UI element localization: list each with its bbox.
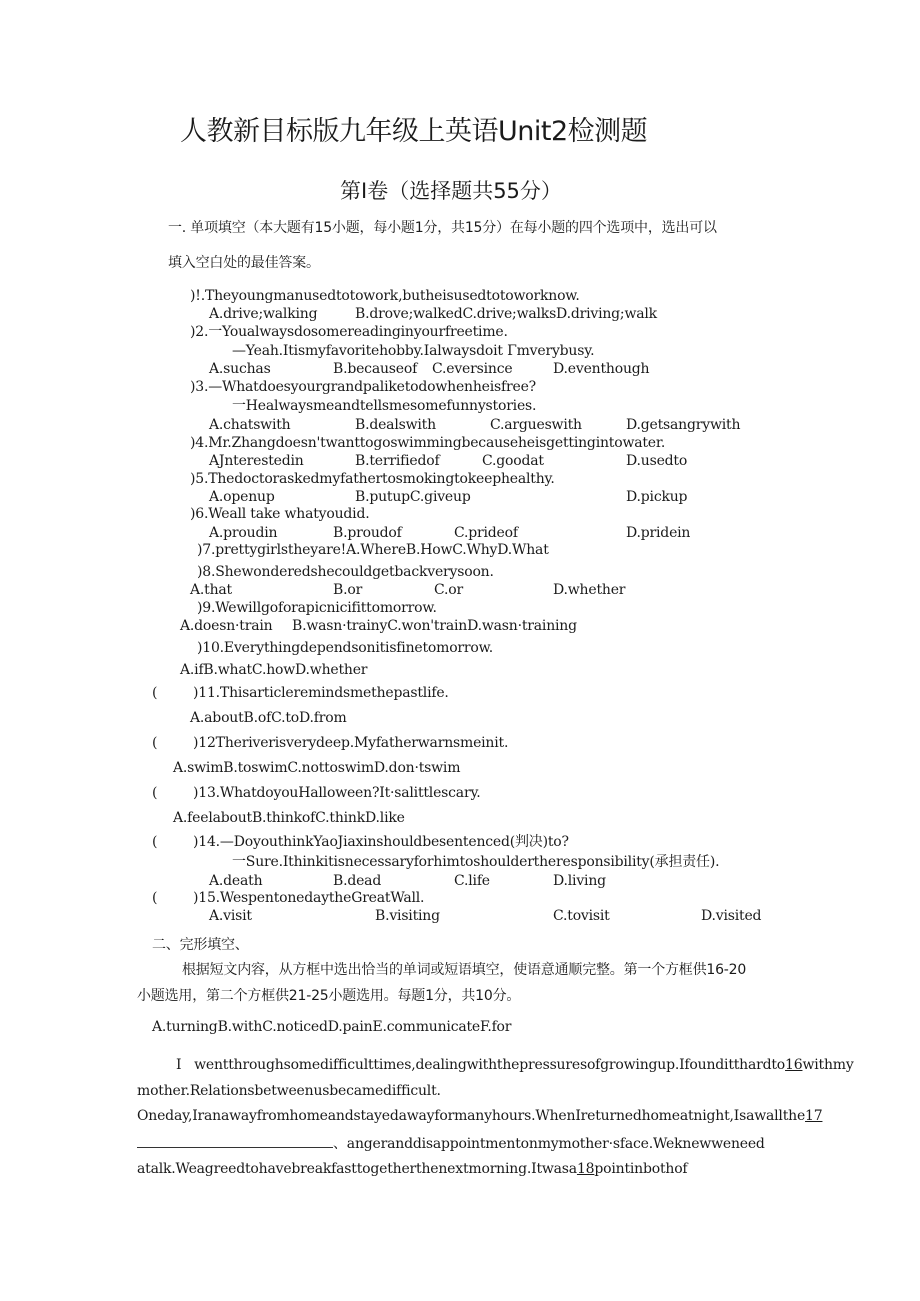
q14-reply: 一Sure.Ithinkitisnecessaryforhimtoshouldertheresponsibility(承担责任). xyxy=(232,854,720,870)
passage-text: pointinbothof xyxy=(594,1161,688,1177)
part2-instruction-cont: 小题选用，第二个方框供21-25小题选用。每题1分，共10分。 xyxy=(137,988,521,1004)
q4-option-a: AJnterestedin xyxy=(209,453,304,469)
q10-options: A.ifB.whatC.howD.whether xyxy=(180,662,368,678)
question-13: )13.WhatdoyouHalloween?It·salittlescary. xyxy=(193,785,481,801)
blank-line xyxy=(137,1135,333,1148)
q8-option-a: A.that xyxy=(190,582,232,598)
q6-option-c: C.prideof xyxy=(454,525,518,541)
answer-paren: ( xyxy=(152,785,158,801)
section-title: 第I卷（选择题共55分） xyxy=(340,179,562,203)
q6-option-d: D.pridein xyxy=(626,525,691,541)
question-11: )11.Thisarticleremindsmethepastlife. xyxy=(193,685,449,701)
answer-paren: ( xyxy=(152,685,158,701)
part2-instruction: 根据短文内容，从方框中选出恰当的单词或短语填空，使语意通顺完整。第一个方框供16-20 xyxy=(182,962,747,978)
passage-line-4 xyxy=(137,1135,765,1152)
question-3: )3.—Whatdoesyourgrandpaliketodowhenheisfree? xyxy=(190,379,536,395)
answer-paren: ( xyxy=(152,890,158,906)
q11-options: A.aboutB.ofC.toD.from xyxy=(190,710,347,726)
q9-option-a: A.doesn·train xyxy=(180,618,273,634)
q3-option-d: D.getsangrywith xyxy=(626,417,741,433)
question-10: )10.Everythingdependsonitisfinetomorrow. xyxy=(197,640,494,656)
question-15: )15.WespentonedaytheGreatWall. xyxy=(193,890,425,906)
q2-option-b: B.becauseof xyxy=(333,361,418,377)
q15-option-a: A.visit xyxy=(209,908,252,924)
part1-instruction: 一. 单项填空（本大题有15小题，每小题1分，共15分）在每小题的四个选项中，选出可以 xyxy=(168,220,717,236)
blank-17: 17 xyxy=(805,1108,823,1124)
passage-line-1 xyxy=(176,1057,854,1073)
question-1: )!.Theyoungmanusedtotowork,butheisusedtotoworknow. xyxy=(190,288,580,304)
passage-text: atalk.Weagreedtohavebreakfasttogetherthenextmorning.Itwasa xyxy=(137,1161,577,1177)
q3-option-c: C.argueswith xyxy=(490,417,582,433)
passage-text: withmy xyxy=(802,1057,854,1073)
q14-option-c: C.life xyxy=(454,873,490,889)
q6-option-a: A.proudin xyxy=(209,525,278,541)
question-14: )14.—DoyouthinkYaoJiaxinshouldbesentenced(判决)to? xyxy=(193,834,569,850)
passage-text: Oneday,Iranawayfromhomeandstayedawayformanyhours.WhenIreturnedhomeatnight,Isawallthe xyxy=(137,1108,806,1124)
q2-option-c: C.eversince xyxy=(432,361,513,377)
passage-line-3 xyxy=(137,1108,822,1124)
q5-option-a: A.openup xyxy=(209,489,275,505)
passage-pronoun: I xyxy=(176,1057,182,1073)
q8-option-b: B.or xyxy=(333,582,363,598)
q15-option-b: B.visiting xyxy=(375,908,440,924)
q9-options-bcd: B.wasn·trainyC.won'trainD.wasn·training xyxy=(292,618,577,634)
answer-paren: ( xyxy=(152,834,158,850)
q3-option-a: A.chatswith xyxy=(209,417,291,433)
q2-option-a: A.suchas xyxy=(209,361,271,377)
q14-option-d: D.living xyxy=(553,873,606,889)
q14-option-a: A.death xyxy=(209,873,263,889)
question-8: )8.Shewonderedshecouldgetbackverysoon. xyxy=(197,564,494,580)
word-box: A.turningB.withC.noticedD.painE.communicateF.for xyxy=(152,1019,512,1035)
question-2: )2.一Youalwaysdosomereadinginyourfreetime. xyxy=(190,324,508,340)
q4-option-d: D.usedto xyxy=(626,453,688,469)
question-4: )4.Mr.Zhangdoesn'twanttogoswimmingbecauseheisgettingintowater. xyxy=(190,435,666,451)
q15-option-d: D.visited xyxy=(701,908,762,924)
q1-option-a: A.drive;walking xyxy=(209,306,318,322)
q5-options-bc: B.putupC.giveup xyxy=(355,489,471,505)
passage-text: 、angeranddisappointmentonmymother·sface.Weknewweneed xyxy=(333,1136,765,1152)
q15-option-c: C.tovisit xyxy=(553,908,610,924)
question-12: )12Theriverisverydeep.Myfatherwarnsmeinit. xyxy=(193,735,509,751)
q3-option-b: B.dealswith xyxy=(355,417,436,433)
passage-text: wentthroughsomedifficulttimes,dealingwiththepressuresofgrowingup.Ifounditthardto xyxy=(194,1057,786,1073)
q3-reply: 一Healwaysmeandtellsmesomefunnystories. xyxy=(232,398,537,414)
page-title: 人教新目标版九年级上英语Unit2检测题 xyxy=(180,116,648,147)
q6-option-b: B.proudof xyxy=(333,525,402,541)
q5-option-d: D.pickup xyxy=(626,489,688,505)
answer-paren: ( xyxy=(152,735,158,751)
q13-options: A.feelaboutB.thinkofC.thinkD.like xyxy=(173,810,405,826)
question-5: )5.Thedoctoraskedmyfathertosmokingtokeephealthy. xyxy=(190,471,555,487)
q14-option-b: B.dead xyxy=(333,873,382,889)
blank-18: 18 xyxy=(576,1161,595,1177)
q2-reply: —Yeah.Itismyfavoritehobby.Ialwaysdoit Γmverybusy. xyxy=(232,343,595,359)
q8-option-d: D.whether xyxy=(553,582,626,598)
part1-instruction-cont: 填入空白处的最佳答案。 xyxy=(168,255,320,271)
q1-options-bcd: B.drove;walkedC.drive;walksD.driving;walk xyxy=(355,306,657,322)
question-9: )9.Wewillgoforapicnicifittomorrow. xyxy=(197,600,437,616)
q2-option-d: D.eventhough xyxy=(553,361,650,377)
question-7: )7.prettygirlstheyare!A.WhereB.HowC.WhyD.What xyxy=(197,542,549,558)
q4-option-b: B.terrifiedof xyxy=(355,453,440,469)
blank-16: 16 xyxy=(785,1057,803,1073)
question-6: )6.Weall take whatyoudid. xyxy=(190,506,370,522)
passage-line-5 xyxy=(137,1161,687,1177)
q4-option-c: C.goodat xyxy=(482,453,544,469)
q12-options: A.swimB.toswimC.nottoswimD.don·tswim xyxy=(173,760,461,776)
q8-option-c: C.or xyxy=(434,582,463,598)
passage-line-2: mother.Relationsbetweenusbecamedifficult. xyxy=(137,1083,441,1099)
part2-heading: 二、完形填空、 xyxy=(152,937,249,953)
